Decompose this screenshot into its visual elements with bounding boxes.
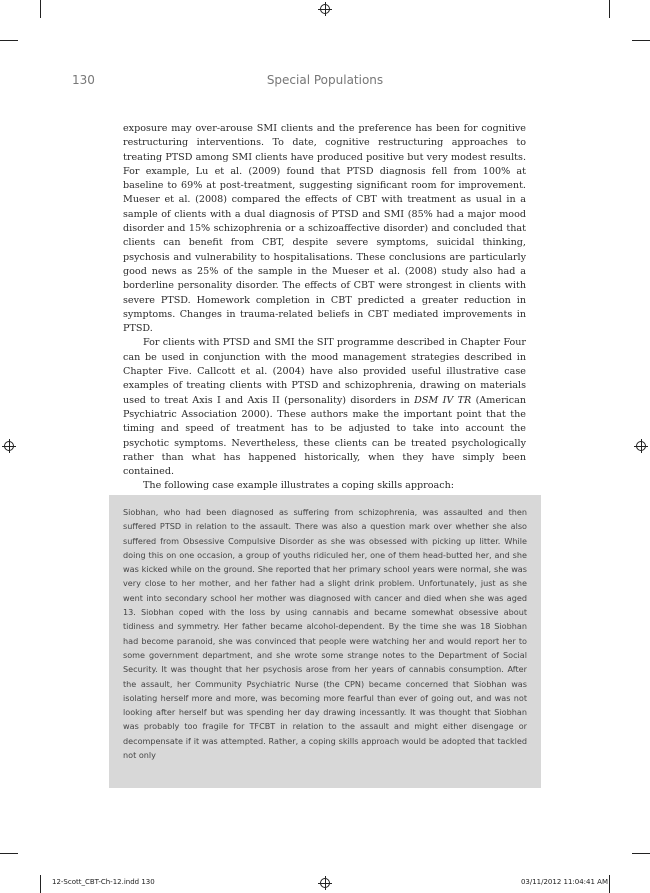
registration-mark-icon — [318, 2, 332, 16]
paragraph-text: For clients with PTSD and SMI the SIT programme described in Chapter Four can be used in conjunction with the mood management strategies described in Chapter Five. Callcott et al. (2004) have also provided useful illustrative case examples of treating clients with PTSD and schizophrenia, drawing on materials used to treat Axis I and Axis II (personality) disorders in — [123, 337, 526, 406]
registration-mark-icon — [318, 876, 332, 890]
crop-mark — [609, 0, 610, 18]
body-text — [123, 122, 526, 494]
crop-mark — [632, 40, 650, 41]
crop-mark — [40, 0, 41, 18]
paragraph: The following case example illustrates a coping skills approach: — [143, 480, 455, 492]
paragraph-text: (American Psychiatric Association 2000). These authors make the important point that the timing and speed of treatment has to be adjusted to take into account the psychotic symptoms. Nevertheless, these clients can be treated psychologically rather than what has happened historically, when they have simply been contained. — [123, 394, 527, 478]
crop-mark — [40, 875, 41, 893]
registration-mark-icon — [2, 439, 16, 453]
crop-mark — [0, 40, 18, 41]
registration-mark-icon — [634, 439, 648, 453]
italic-title: DSM IV TR — [414, 394, 472, 406]
slug-timestamp: 03/11/2012 11:04:41 AM — [520, 878, 608, 886]
crop-mark — [0, 853, 18, 854]
crop-mark — [609, 875, 610, 893]
page-number: 130 — [72, 73, 95, 87]
paragraph — [123, 336, 526, 479]
running-head: Special Populations — [266, 73, 384, 87]
case-example-text: Siobhan, who had been diagnosed as suffering from schizophrenia, was assaulted and then suffered PTSD in relation to the assault. There was also a question mark over whether she also suffered from Obsessive Compulsive Disorder as she was obsessed with picking up litter. While doing this on one occasion, a group of youths ridiculed her, one of them head-butted her, and she was kicked while on the ground. She reported that her primary school years were normal, she was very close to her mother, and her father had a slight drink problem. Unfortunately, just as she went into secondary school her mother was diagnosed with cancer and died when she was aged 13. Siobhan coped with the loss by using cannabis and became somewhat obsessive about tidiness and symmetry. Her father became alcohol-dependent. By the time she was 18 Siobhan had become paranoid, she was convinced that people were watching her and would report her to some government department, and she wrote some strange notes to the Department of Social Security. It was thought that her psychosis arose from her years of cannabis consumption. After the assault, her Community Psychiatric Nurse (the CPN) became concerned that Siobhan was isolating herself more and more, was becoming more fearful than ever of going out, and was not looking after herself but was spending her day drawing incessantly. It was thought that Siobhan was probably too fragile for TFCBT in relation to the assault and might either disengage or decompensate if it was attempted. Rather, a coping skills approach would be adopted that tackled not only — [123, 507, 527, 761]
paragraph: exposure may over-arouse SMI clients and the preference has been for cognitive restructuring interventions. To date, cognitive restructuring approaches to treating PTSD among SMI clients have produced positive but very modest results. For example, Lu et al. (2009) found that PTSD diagnosis fell from 100% at baseline to 69% at post-treatment, suggesting significant room for improvement. Mueser et al. (2008) compared the effects of CBT with treatment as usual in a sample of clients with a dual diagnosis of PTSD and SMI (85% had a major mood disorder and 15% schizophrenia or a schizoaffective disorder) and concluded that clients can benefit from CBT, despite severe symptoms, suicidal thinking, psychosis and vulnerability to hospitalisations. These conclusions are particularly good news as 25% of the sample in the Mueser et al. (2008) study also had a borderline personality disorder. The effects of CBT were strongest in clients with severe PTSD. Homework completion in CBT predicted a greater reduction in symptoms. Changes in trauma-related beliefs in CBT mediated improvements in PTSD. — [123, 123, 526, 335]
case-example-box — [109, 495, 541, 788]
crop-mark — [632, 853, 650, 854]
slug-filename: 12-Scott_CBT-Ch-12.indd 130 — [52, 878, 155, 886]
